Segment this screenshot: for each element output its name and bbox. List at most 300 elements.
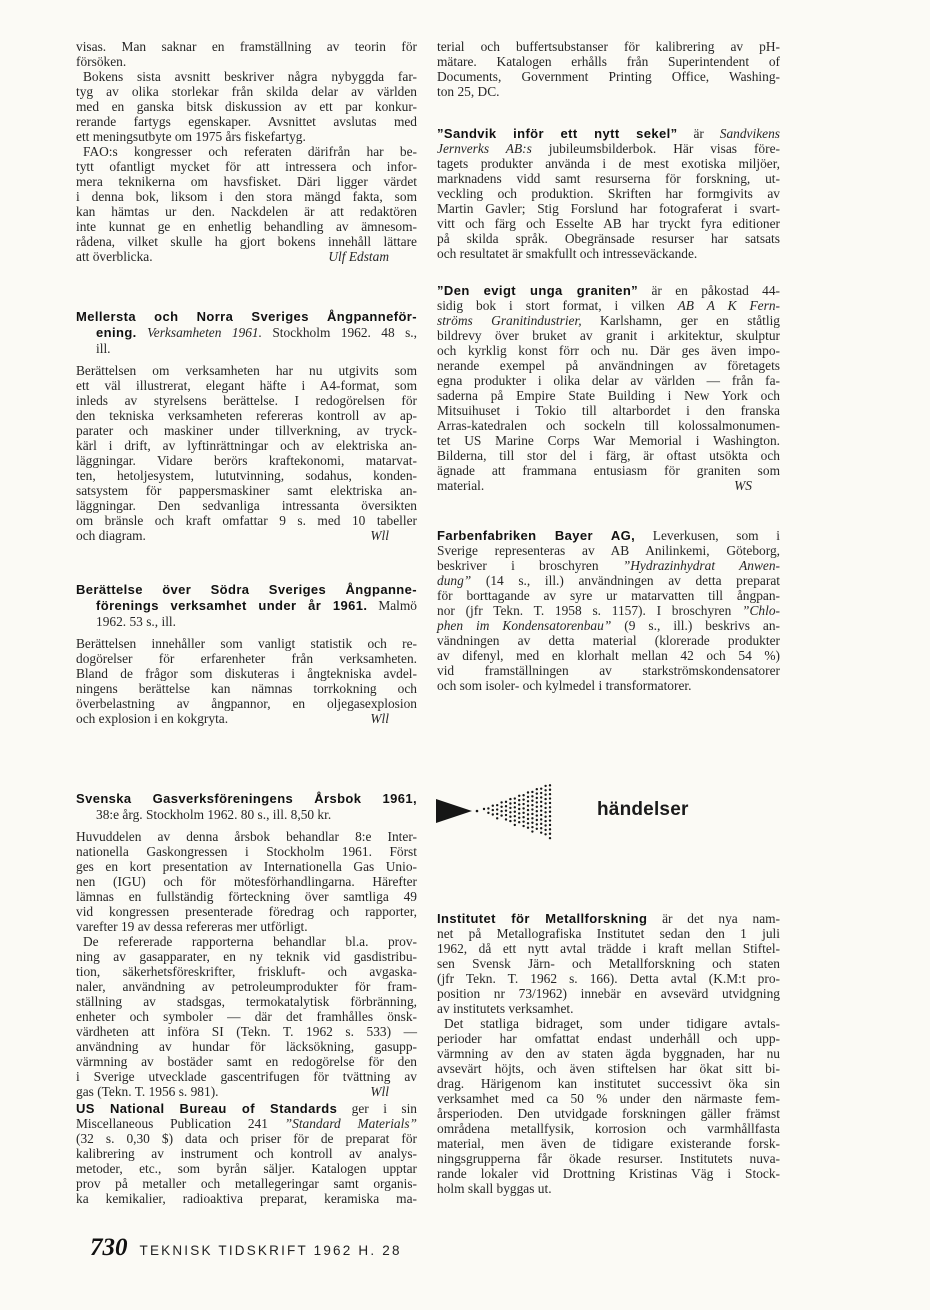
spray-dot (496, 817, 498, 819)
bold-heading-text: Berättelse över Södra Sveriges Ångpanne- (76, 582, 417, 597)
text-line: ka kemikalier, radioaktiva preparat, keramiska ma- (76, 1191, 417, 1206)
text-line: Berättelsen om verksamheten har nu utgivits som (76, 363, 417, 378)
text-line: Martin Gavler; Stig Forslund har fotograferat i svart- (437, 201, 780, 216)
text-line (437, 603, 780, 618)
spray-dot (522, 825, 524, 827)
text: är (677, 126, 720, 141)
spray-dot (509, 820, 511, 822)
text-line: tet US Marine Corps War Memorial i Washington. (437, 433, 780, 448)
text-line: värdheten att införa SI (Tekn. T. 1962 s. 533) — (76, 1024, 417, 1039)
spray-dot (505, 801, 507, 803)
spray-dot (487, 812, 489, 814)
text-line: Det statliga bidraget, som under tidigare avtals- (444, 1016, 780, 1031)
bold-heading-text: Farbenfabriken Bayer AG, (437, 528, 636, 543)
spray-dot (549, 815, 551, 817)
page-footer (90, 1234, 402, 1262)
text: nor (jfr Tekn. T. 1958 s. 1157). I broschyren (437, 603, 743, 618)
spray-dot (514, 797, 516, 799)
text-line: De refererade rapporterna behandlar bl.a. prov- (83, 934, 417, 949)
paragraph (76, 829, 417, 934)
text-line: enheter och symboler — där det framhålles önsk- (76, 1009, 417, 1024)
spray-dot (531, 791, 533, 793)
text-line (437, 141, 780, 156)
spray-dot (527, 809, 529, 811)
spray-dot (518, 812, 520, 814)
text-line (437, 573, 780, 588)
text-line: läggningar. Vidare berörs kraftekonomi, matarvat- (76, 453, 417, 468)
text-line: dogörelser för erfarenheter från verksamheten. (76, 651, 417, 666)
text-line (437, 558, 780, 573)
paragraph (76, 39, 417, 69)
text-line (76, 528, 417, 543)
spray-dot (531, 804, 533, 806)
text: sidig bok i stort format, i vilken (437, 298, 678, 313)
spray-dot (531, 795, 533, 797)
italic-text: ”Chlo- (742, 603, 780, 618)
text-line: ställning av stadsgas, termokatalytisk förbränning, (76, 994, 417, 1009)
text-line: rande lokaler vid Drottning Kristinas Väg i Stock- (437, 1166, 780, 1181)
text-line: FAO:s kongresser och referaten därifrån har be- (83, 144, 417, 159)
paragraph (437, 283, 780, 493)
spray-dot (536, 814, 538, 816)
text: och diagram. (76, 528, 146, 543)
text-line (437, 478, 780, 493)
text-line: Arras-katedralen och sockeln till kolossalmonumen- (437, 418, 780, 433)
line-text (437, 478, 484, 493)
text-line (437, 911, 780, 926)
text-line: användning av hundar för läcksökning, gasupp- (76, 1039, 417, 1054)
text-line: satsystem för pappersmaskiner samt elektriska an- (76, 483, 417, 498)
text-line: kärl i drift, av lyftinrättningar och av elektriska an- (76, 438, 417, 453)
spray-dot (544, 794, 546, 796)
text-line: ton 25, DC. (437, 84, 500, 99)
spray-dot (531, 830, 533, 832)
text: gas (Tekn. T. 1956 s. 981). (76, 1084, 219, 1099)
text-line: perioder har omfattat endast underhåll och upp- (437, 1031, 780, 1046)
spray-dot (549, 784, 551, 786)
text-line: tagets produkter använda i de mest exotiska miljöer, (437, 156, 780, 171)
text-line: inte kunnat ge en enhetlig behandling av ämnesom- (76, 219, 417, 234)
text-line: sen Svensk Järn- och Metallforskning och staten (437, 956, 780, 971)
spray-dot (549, 789, 551, 791)
spray-dot (536, 806, 538, 808)
text-line: parater och maskiner under tillverkning, av tryck- (76, 423, 417, 438)
paragraph (437, 911, 780, 1016)
article (76, 309, 417, 543)
spray-dot (531, 817, 533, 819)
spray-dot (509, 811, 511, 813)
spray-dot (540, 827, 542, 829)
spray-dot (549, 828, 551, 830)
spray-arrow-icon (436, 780, 561, 845)
text-line (76, 341, 417, 357)
spray-dot (540, 809, 542, 811)
paragraph (76, 636, 417, 726)
italic-text: AB A K Fern- (677, 298, 780, 313)
article-heading (76, 309, 417, 357)
text-line: i Sverige utvecklade gascentrifugen för tvättning av (76, 1069, 417, 1084)
spray-dot (522, 816, 524, 818)
spray-dot (518, 821, 520, 823)
article-heading (76, 582, 417, 630)
italic-text: dung” (437, 573, 472, 588)
spray-dot (540, 787, 542, 789)
spray-dot (496, 808, 498, 810)
text: ill. (96, 341, 111, 356)
spray-dot (496, 813, 498, 815)
text: är det nya nam- (647, 911, 781, 926)
spray-dot (527, 791, 529, 793)
spray-dot (514, 815, 516, 817)
bold-heading-text: Svenska Gasverksföreningens Årsbok 1961, (76, 791, 417, 806)
spray-dot (536, 788, 538, 790)
article (437, 39, 780, 99)
text: Miscellaneous Publication 241 (76, 1116, 285, 1131)
paragraph (437, 39, 780, 99)
spray-dot (549, 819, 551, 821)
text-line: material, men även de tidigare existerande forsk- (437, 1136, 780, 1151)
spray-dot (505, 814, 507, 816)
spray-dot (487, 807, 489, 809)
spray-dot (540, 801, 542, 803)
text-line: inleds av styrelsens berättelse. I redogörelsen för (76, 393, 417, 408)
text-line: ningsgrupperna får ökade resurser. Institutets nuva- (437, 1151, 780, 1166)
bold-heading-text: Mellersta och Norra Sveriges Ångpanneför- (76, 309, 417, 324)
spray-dot (514, 824, 516, 826)
text-line: prov på metaller och metallegeringar samt organis- (76, 1176, 417, 1191)
text-line: Berättelsen innehåller som vanligt statistik och re- (76, 636, 417, 651)
spray-dot (509, 802, 511, 804)
spray-dot (540, 792, 542, 794)
text-line: lämnas en fullständig förteckning över samtliga 49 (76, 889, 417, 904)
spray-dot (544, 820, 546, 822)
spray-dot (500, 810, 502, 812)
text-line: naler, användning av petroleumprodukter för fram- (76, 979, 417, 994)
text: beskriver i broschyren (437, 558, 623, 573)
spray-dot (509, 798, 511, 800)
text-line: mätare. Katalogen erhålls från Superintendent of (437, 54, 780, 69)
spray-dot (522, 807, 524, 809)
author-signature: Ulf Edstam (328, 249, 389, 264)
spray-dot (522, 803, 524, 805)
text-line: tytt ofantligt mycket för att intressera och infor- (76, 159, 417, 174)
italic-text: phen im Kondensatorenbau” (437, 618, 612, 633)
text: Leverkusen, som i (635, 528, 780, 543)
text-line: (32 s. 0,30 $) data och priser för de preparat för (76, 1131, 417, 1146)
spray-dot (505, 805, 507, 807)
spray-dot (544, 789, 546, 791)
spray-dot (492, 805, 494, 807)
spray-dot (492, 813, 494, 815)
text-line (76, 598, 417, 614)
paragraph (437, 1016, 780, 1196)
spray-dot (549, 806, 551, 808)
spray-dot (536, 819, 538, 821)
spray-dot (527, 827, 529, 829)
italic-text: Sandvikens (719, 126, 780, 141)
text-line: ett väl illustrerat, elegant häfte i A4-format, som (76, 378, 417, 393)
text-line: Mitsuihuset i Tokio till altarbordet i den franska (437, 403, 780, 418)
spray-dot (540, 823, 542, 825)
line-text (76, 1084, 219, 1099)
spray-dot (505, 818, 507, 820)
spray-dot (514, 806, 516, 808)
spray-dot (518, 808, 520, 810)
article (437, 126, 780, 261)
spray-dot (544, 785, 546, 787)
spray-dot (544, 802, 546, 804)
article (437, 283, 780, 493)
text-line: veckling och produktion. Skriften har formgivits av (437, 186, 780, 201)
text-line: värmning av den av staten ägda byggnaden, har nu (437, 1046, 780, 1061)
text-line: och som isoler- och kylmedel i transformatorer. (437, 678, 692, 693)
text: är en påkostad 44- (638, 283, 780, 298)
bold-heading-text: ”Sandvik inför ett nytt sekel” (437, 126, 678, 141)
text-line: nen (IGU) och för mötesförhandlingarna. Härefter (76, 874, 417, 889)
paragraph (437, 528, 780, 693)
bold-heading-text: förenings verksamhet under år 1961. (96, 598, 368, 613)
text-line (76, 309, 417, 325)
spray-dot (531, 826, 533, 828)
text-line: verksamhet med ca 50 % under den närmaste fem- (437, 1091, 780, 1106)
paragraph (76, 144, 417, 264)
article (76, 1101, 417, 1206)
paragraph (437, 126, 780, 261)
spray-dot (492, 809, 494, 811)
spray-dot (549, 802, 551, 804)
text-line: metoder, etc., som byrån säljer. Katalogen upptar (76, 1161, 417, 1176)
text-line (76, 249, 417, 264)
text: (9 s., ill.) beskrivs an- (611, 618, 781, 633)
paragraph (76, 69, 417, 144)
spray-dot (531, 813, 533, 815)
spray-dot (522, 820, 524, 822)
spray-dot (500, 801, 502, 803)
text-line: tion, säkerhetsföreskrifter, friskluft- och avgaska- (76, 964, 417, 979)
text-line: årsperioden. Den utvidgade forskningen gäller främst (437, 1106, 780, 1121)
spray-dot (522, 794, 524, 796)
text-line: om bränsle och kraft omfattar 9 s. med 10 tabeller (76, 513, 417, 528)
author-signature: Wll (370, 1084, 389, 1099)
text-line: vid framställningen av starkströmskondensatorer (437, 663, 780, 678)
events-section-header (436, 780, 736, 845)
text-line: terial och buffertsubstanser för kalibrering av pH- (437, 39, 780, 54)
spray-dot (518, 817, 520, 819)
spray-dot (500, 814, 502, 816)
text-line (76, 325, 417, 341)
line-text (76, 249, 153, 264)
italic-text: ”Hydrazinhydrat Anwen- (622, 558, 780, 573)
spray-dot (544, 811, 546, 813)
text-line: 1962, då ett nytt avtal trädde i kraft mellan Stiftel- (437, 941, 780, 956)
text-line (76, 614, 417, 630)
text-line: bildrevy över bruket av granit i arkitektur, skulptur (437, 328, 780, 343)
spray-dot (536, 792, 538, 794)
spray-dot (549, 797, 551, 799)
bold-heading-text: ening. (96, 325, 137, 340)
spray-dot (522, 812, 524, 814)
text: Karlshamn, ger en ståtlig (581, 313, 781, 328)
spray-dot (518, 799, 520, 801)
text-line: i denna bok, liksom i den stora mängd fakta, som (76, 189, 417, 204)
italic-text: Verksamheten 1961. (136, 325, 262, 340)
bold-heading-text: ”Den evigt unga graniten” (437, 283, 639, 298)
text: jubileumsbilderbok. Här visas före- (531, 141, 780, 156)
text-line (76, 807, 417, 823)
article (437, 911, 780, 1196)
text-line: (jfr Tekn. T. 1962 s. 166). Detta avtal (K.M:t pro- (437, 971, 780, 986)
text-line: ägnade att frammana entusiasm för graniten som (437, 463, 780, 478)
text-line (437, 618, 780, 633)
spray-dot (544, 829, 546, 831)
text-line: rerande fartygs egenskaper. Avsnittet avslutas med (76, 114, 417, 129)
text-line: drag. Härigenom kan institutet successivt öka sin (437, 1076, 780, 1091)
spray-dot (514, 811, 516, 813)
spray-dot (509, 807, 511, 809)
spray-dot (496, 804, 498, 806)
text: och explosion i en kokgryta. (76, 711, 229, 726)
text-line (76, 582, 417, 598)
paragraph (76, 934, 417, 1099)
text-line: och resultatet är smakfullt och intresseväckande. (437, 246, 698, 261)
line-text (76, 711, 228, 726)
page-number: 730 (90, 1234, 128, 1261)
text: att överblicka. (76, 249, 153, 264)
paragraph (76, 363, 417, 543)
article (76, 582, 417, 726)
spray-dot (531, 808, 533, 810)
text-line: ning av gasapparater, en ny teknik vid gasdistribu- (76, 949, 417, 964)
spray-dot (540, 796, 542, 798)
text-line: kalibrering av instrument och kontroll av analys- (76, 1146, 417, 1161)
bold-heading-text: Institutet för Metallforskning (437, 911, 648, 926)
text-line (437, 313, 780, 328)
spray-dot (549, 837, 551, 839)
text: Malmö (367, 598, 418, 613)
text-line: Bokens sista avsnitt beskriver några nybyggda far- (83, 69, 417, 84)
spray-dot (544, 824, 546, 826)
article-heading (76, 791, 417, 823)
text-line: Sverige representeras av AB Anilinkemi, Göteborg, (437, 543, 780, 558)
text-line: tyg av olika storlekar från skilda delar av världen (76, 84, 417, 99)
article (76, 791, 417, 1099)
spray-dot (544, 807, 546, 809)
author-signature: Wll (370, 711, 389, 726)
spray-dot (544, 833, 546, 835)
text-line: ningens berättelse kan nämnas torrkokning och (76, 681, 417, 696)
text-line: för borttagande av syre ur matarvatten till ångpan- (437, 588, 780, 603)
italic-text: Jernverks AB:s (437, 141, 532, 156)
text-line (437, 298, 780, 313)
text-line: Bland de frågor som diskuteras i ångtekniska avdel- (76, 666, 417, 681)
text-line: med en ganska bitsk diskussion av ett par konkur- (76, 99, 417, 114)
text-line: Documents, Government Printing Office, Washing- (437, 69, 780, 84)
text-line (76, 1116, 417, 1131)
author-signature: WS (734, 478, 752, 493)
text: (14 s., ill.) användningen av detta preparat (471, 573, 780, 588)
text: Stockholm 1962. 48 s., (261, 325, 417, 340)
spray-dot (544, 798, 546, 800)
text-line: och kyrklig konst förr och nu. Där ges även impo- (437, 343, 780, 358)
text: material. (437, 478, 485, 493)
spray-dot (514, 802, 516, 804)
paragraph (76, 1101, 417, 1206)
spray-dot (518, 795, 520, 797)
spray-dot (522, 798, 524, 800)
text-line: visas. Man saknar en framställning av teorin för (76, 39, 417, 54)
spray-dot (549, 793, 551, 795)
text-line: Bilderna, till stor del i färg, är oftast utsökta och (437, 448, 780, 463)
text-line: vitt och färg och Esselte AB har tryckt fyra editioner (437, 216, 780, 231)
spray-dot (500, 806, 502, 808)
spray-dot (527, 818, 529, 820)
text-line: avsevärt höjts, och även stiftelsen har ökat sitt bi- (437, 1061, 780, 1076)
spray-dot (536, 828, 538, 830)
article (76, 39, 417, 264)
spray-dot (531, 822, 533, 824)
text-line: kan hämtas ur den. Nackdelen är att redaktören (76, 204, 417, 219)
text-line: varefter 19 av dessa refereras mer utförligt. (76, 919, 308, 934)
text-line: vid kongressen presenterade föredrag och rapporter, (76, 904, 417, 919)
spray-dot (518, 803, 520, 805)
text-line: av institutets verksamhet. (437, 1001, 574, 1016)
text-line (76, 791, 417, 807)
text: 38:e årg. Stockholm 1962. 80 s., ill. 8,50 kr. (96, 807, 332, 822)
text-line: net på Metallografiska Institutet sedan den 1 juli (437, 926, 780, 941)
bold-heading-text: US National Bureau of Standards (76, 1101, 338, 1116)
spray-dot (531, 800, 533, 802)
spray-dot (536, 823, 538, 825)
spray-dot (505, 809, 507, 811)
text-line (437, 528, 780, 543)
spray-dot (540, 805, 542, 807)
text-line: ten, hetoljesystem, lututvinning, sodahus, konden- (76, 468, 417, 483)
text-line: ges en kort presentation av Internationella Gas Unio- (76, 859, 417, 874)
text-line: Huvuddelen av denna årsbok behandlar 8:e Inter- (76, 829, 417, 844)
italic-text: ströms Granitindustrier, (437, 313, 582, 328)
text-line (437, 283, 780, 298)
text-line: på skilda språk. Obegränsade resurser har satsats (437, 231, 780, 246)
article (437, 528, 780, 693)
spray-dot (540, 814, 542, 816)
spray-dot (549, 833, 551, 835)
text-line: rådena, vilket skulle ha gjort bokens innehåll lättare (76, 234, 417, 249)
author-signature: Wll (370, 528, 389, 543)
line-text (76, 528, 146, 543)
text-line (437, 126, 780, 141)
spray-dot (527, 813, 529, 815)
text-line: överbelastning av ångpannor, en oljegasexplosion (76, 696, 417, 711)
spray-dot (514, 819, 516, 821)
text-line: mera teknikerna om havsfisket. Däri ligger värdet (76, 174, 417, 189)
text-line: nerande exempel på användningen av företagets (437, 358, 780, 373)
text-line: värmning av bostäder samt en redogörelse för den (76, 1054, 417, 1069)
spray-dot (549, 811, 551, 813)
text-line: marknadens vidd samt resurserna för forskning, ut- (437, 171, 780, 186)
spray-dot (527, 800, 529, 802)
italic-text: ”Standard Materials” (284, 1116, 417, 1131)
text-line: saderna på Empire State Building i New York och (437, 388, 780, 403)
text-line: områdena metallfysik, korrosion och varmhållfasta (437, 1121, 780, 1136)
text-line: egna produkter i olika delar av världen — från fa- (437, 373, 780, 388)
spray-dot (536, 797, 538, 799)
text-line: den tekniska verksamheten refereras kontroll av ap- (76, 408, 417, 423)
spray-dot (540, 818, 542, 820)
journal-title: TEKNISK TIDSKRIFT 1962 H. 28 (139, 1243, 402, 1258)
spray-dot (527, 805, 529, 807)
spray-dot (536, 801, 538, 803)
spray-dot (483, 808, 485, 810)
